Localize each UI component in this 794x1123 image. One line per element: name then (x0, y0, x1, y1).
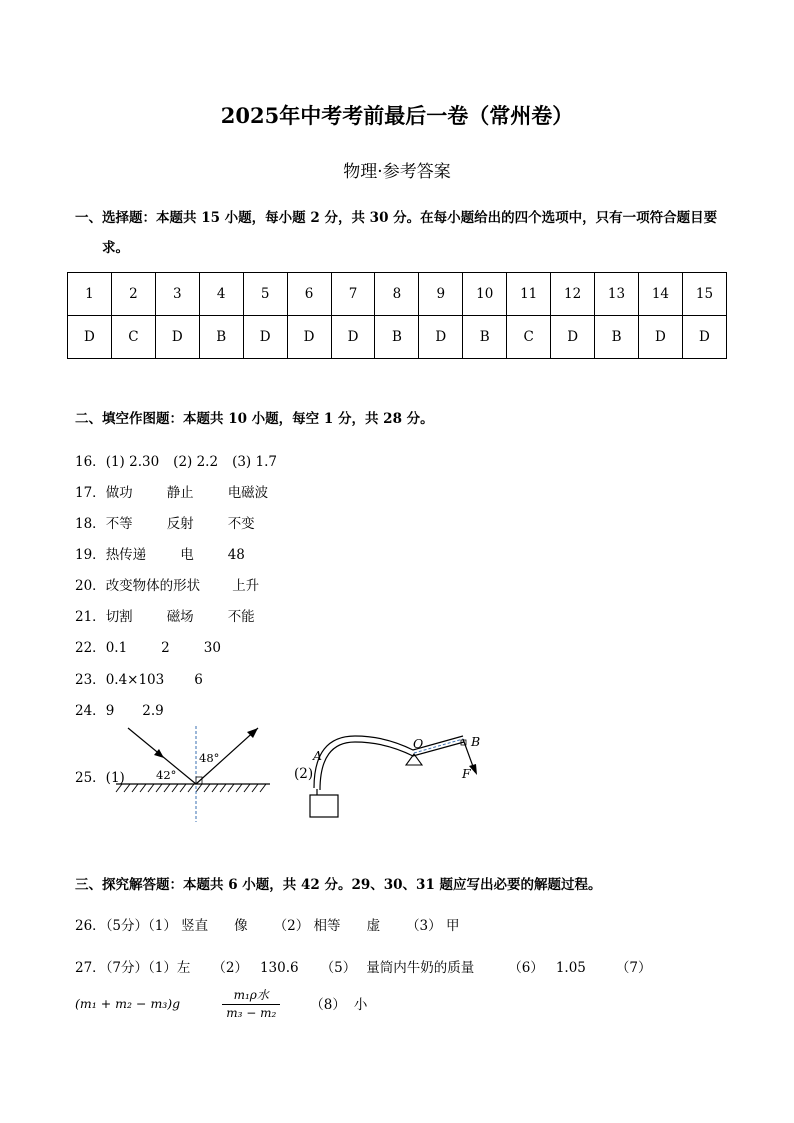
reflection-diagram (110, 722, 280, 824)
answer-text: （6） (508, 960, 544, 976)
question-number-cell: 6 (287, 273, 331, 316)
answer-text: （2） 相等 (273, 918, 341, 934)
answer-cell: D (68, 316, 112, 359)
answer-cell: B (595, 316, 639, 359)
question-number-cell: 12 (551, 273, 595, 316)
point-a-label: A (313, 748, 323, 763)
question-number: 19． (75, 547, 106, 563)
section2-heading: 二、填空作图题：本题共 10 小题，每空 1 分，共 28 分。 (75, 411, 434, 427)
answer-text: 电磁波 (227, 485, 269, 501)
question-number-cell: 1 (68, 273, 112, 316)
answer-cell: D (155, 316, 199, 359)
question-number-cell: 14 (638, 273, 682, 316)
answer-text: 做功 (105, 485, 133, 501)
question-number-cell: 10 (463, 273, 507, 316)
answer-line-24 (75, 699, 164, 719)
formula-denominator: m₃ − m₂ (226, 1006, 277, 1020)
question-number-cell: 9 (419, 273, 463, 316)
answer-text: 反射 (166, 516, 194, 532)
formula-density (222, 986, 280, 1020)
question-number-cell: 4 (199, 273, 243, 316)
answer-text: 热传递 (105, 547, 147, 563)
answer-text: （2） (212, 960, 248, 976)
question-number: 23． (75, 672, 106, 688)
question-number: 20． (75, 578, 106, 594)
answer-cell: D (419, 316, 463, 359)
answer-text: 像 (234, 918, 248, 934)
answer-text: 不能 (227, 609, 255, 625)
question-number-cell: 13 (595, 273, 639, 316)
answer-cell: D (551, 316, 595, 359)
answer-cell: C (507, 316, 551, 359)
answer-line-27 (75, 956, 651, 976)
answer-text: 虚 (366, 918, 381, 934)
answer-cell: D (638, 316, 682, 359)
reflection-angle-label: 48° (199, 751, 220, 765)
question-number: 21． (75, 609, 106, 625)
formula-weight: (m₁ + m₂ − m₃)g (75, 995, 181, 1011)
answer-cell: B (463, 316, 507, 359)
incident-angle-label: 42° (156, 768, 177, 782)
answer-text: 不变 (227, 516, 255, 532)
answer-text: 1.05 (555, 960, 586, 976)
page-subtitle: 物理·参考答案 (343, 162, 451, 182)
answer-text: (3) 1.7 (232, 454, 277, 470)
answer-line-22 (75, 636, 221, 656)
answer-cell: D (331, 316, 375, 359)
lever-arm-outer (314, 736, 463, 788)
answer-line-21 (75, 605, 255, 625)
answer-text: 2.9 (142, 703, 164, 719)
answer-table-number-row (68, 273, 727, 316)
answer-text: 磁场 (166, 609, 194, 625)
question-number-cell: 5 (243, 273, 287, 316)
lever-arm-inner (320, 742, 464, 790)
force-f-label: F (462, 766, 471, 781)
q25-label: 25．(1) (75, 770, 125, 786)
answer-text: 130.6 (259, 960, 299, 976)
answer-text: 6 (194, 672, 203, 688)
answer-text: 上升 (232, 578, 260, 594)
answer-text: 量筒内牛奶的质量 (366, 960, 475, 976)
answer-cell: C (111, 316, 155, 359)
question-number: 18． (75, 516, 106, 532)
answer-text: 小 (353, 997, 368, 1013)
answer-line-26 (75, 914, 459, 934)
answer-cell: D (682, 316, 726, 359)
answer-line-27-cont (75, 983, 367, 1023)
answer-text: 改变物体的形状 (105, 578, 201, 594)
answer-line-16 (75, 450, 277, 470)
q25-part2-label: (2) (294, 766, 314, 782)
point-o-label: O (413, 736, 424, 751)
answer-text: （5分）（1） 竖直 (105, 918, 209, 934)
answer-text: 2 (161, 640, 170, 656)
formula-numerator: m₁ρ水 (222, 986, 280, 1005)
answer-text: （7） (615, 960, 652, 976)
answer-text: 48 (227, 547, 245, 563)
answer-cell: D (287, 316, 331, 359)
answer-line-19 (75, 543, 245, 563)
answer-text: 切割 (105, 609, 133, 625)
answer-text: 电 (180, 547, 194, 563)
question-number: 26． (75, 918, 106, 934)
answer-text: 静止 (166, 485, 194, 501)
answer-text: （3） 甲 (406, 918, 460, 934)
answer-text: （8） (310, 997, 346, 1013)
answer-line-23 (75, 668, 203, 688)
answer-cell: B (375, 316, 419, 359)
hanging-block (310, 795, 338, 817)
answer-table-answer-row (68, 316, 727, 359)
question-number-cell: 7 (331, 273, 375, 316)
question-number: 16． (75, 454, 106, 470)
section3-heading: 三、探究解答题：本题共 6 小题，共 42 分。29、30、31 题应写出必要的解题过程。 (75, 877, 602, 893)
question-number-cell: 15 (682, 273, 726, 316)
mirror-hatching (116, 784, 266, 792)
answer-text: 0.4×103 (105, 672, 165, 688)
question-number-cell: 3 (155, 273, 199, 316)
answer-cell: B (199, 316, 243, 359)
section1-heading-cont: 求。 (102, 240, 129, 256)
point-b-label: B (471, 734, 481, 749)
section1-heading: 一、选择题：本题共 15 小题，每小题 2 分，共 30 分。在每小题给出的四个选项中，只有一项符合题目要 (75, 210, 718, 226)
question-number: 24． (75, 703, 106, 719)
answer-text: 30 (203, 640, 221, 656)
question-number-cell: 11 (507, 273, 551, 316)
question-number-cell: 8 (375, 273, 419, 316)
answer-text: 不等 (105, 516, 133, 532)
answer-text: (2) 2.2 (173, 454, 219, 470)
question-number-cell: 2 (111, 273, 155, 316)
question-number: 27． (75, 960, 106, 976)
answer-text: 9 (105, 703, 115, 719)
question-number: 22． (75, 640, 106, 656)
question-number: 17． (75, 485, 106, 501)
answer-line-17 (75, 481, 268, 501)
page-title: 2025年中考考前最后一卷（常州卷） (220, 103, 574, 128)
answer-text: （7分）（1）左 (105, 960, 191, 976)
answer-text: （5） (320, 960, 357, 976)
answer-text: (1) 2.30 (105, 454, 160, 470)
answer-cell: D (243, 316, 287, 359)
answer-table (67, 272, 727, 359)
answer-text: 0.1 (105, 640, 128, 656)
lever-diagram (305, 728, 495, 823)
answer-line-20 (75, 574, 259, 594)
answer-line-18 (75, 512, 255, 532)
